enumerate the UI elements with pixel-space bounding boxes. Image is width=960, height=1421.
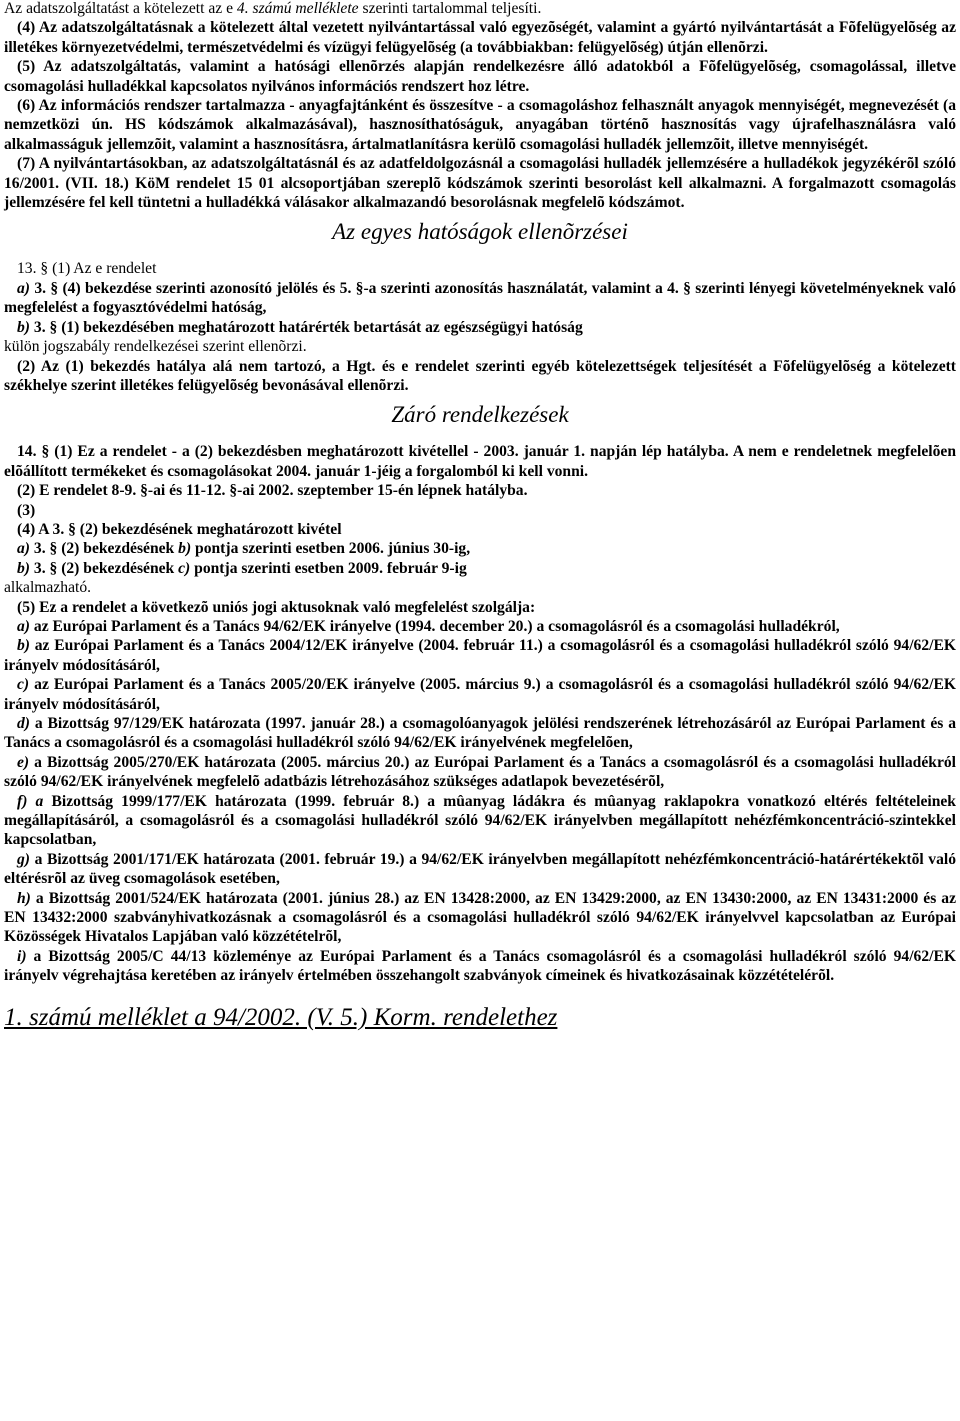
intro-text-end: szerinti tartalommal teljesíti. <box>358 0 542 17</box>
point-text: 3. § (2) bekezdésének <box>30 559 179 577</box>
section-13-tail: külön jogszabály rendelkezései szerint ellenõrzi. <box>4 338 307 356</box>
point-label: i) <box>17 947 27 965</box>
section-13-intro: 13. § (1) Az e rendelet <box>17 260 157 278</box>
point-label: b) <box>17 637 30 655</box>
annex-reference: 4. számú melléklete <box>236 0 359 17</box>
eu-act-f <box>4 792 956 850</box>
paragraph-5: (5) Az adatszolgáltatás, valamint a hatósági ellenõrzés alapján rendelkezésre álló adatokból a Fõfelügyelõség, csomagolással, illetve csomagolási hulladékkal kapcsolatos nyilvános információs rendszert hoz létre. <box>4 58 956 95</box>
section-14-tail: alkalmazható. <box>4 579 92 597</box>
point-label: c) <box>17 676 30 694</box>
point-label: d) <box>17 715 30 732</box>
point-text: 3. § (2) bekezdésének <box>30 540 179 558</box>
section-14-point-a <box>4 539 956 558</box>
section-14-paragraph-2: (2) E rendelet 8-9. §-ai és 11-12. §-ai 2002. szeptember 15-én lépnek hatályba. <box>17 482 528 500</box>
point-text: az Európai Parlament és a Tanács 2004/12/EK irányelve (2004. február 11.) a csomagolásról és a csomagolási hulladékról szóló 94/62/EK irányelv módosításáról, <box>4 637 956 674</box>
point-label: b) <box>17 318 30 336</box>
point-text: a Bizottság 2005/270/EK határozata (2005. március 20.) az Európai Parlament és a Tanács a csomagolásról és a csomagolási hulladékról szóló 94/62/EK irányelvének megfelelõ adatbázis létrehozásához szükséges adatlapok bevezetésérõl, <box>4 753 956 791</box>
section-14-paragraph-5: (5) Ez a rendelet a következõ uniós jogi aktusoknak való megfelelést szolgálja: <box>17 598 536 616</box>
point-label: h) <box>17 889 31 907</box>
eu-act-h <box>4 889 956 947</box>
point-text-end: pontja szerinti esetben 2009. február 9-ig <box>190 559 467 577</box>
section-14-point-b <box>4 559 956 578</box>
point-label: a) <box>17 617 30 635</box>
point-label: b) <box>17 559 30 577</box>
point-text: Bizottság 1999/177/EK határozata (1999. február 8.) a mûanyag ládákra és mûanyag raklapokra vonatkozó eltérés feltételeinek megállapításáról, a csomagolásról és a csomagolási hulladékról szóló 94/62/EK irányelvben megállapított nehézfémkoncentráció-szintekkel kapcsolatban, <box>4 792 956 849</box>
point-text: 3. § (4) bekezdése szerinti azonosító jelölés és 5. §-a szerinti azonosítás használatát, valamint a 4. § szerinti lényegi követelményeknek való megfelelést a fogyasztóvédelmi hatóság, <box>4 279 956 317</box>
eu-act-d <box>4 714 956 753</box>
eu-act-b <box>4 636 956 675</box>
point-text: az Európai Parlament és a Tanács 94/62/EK irányelve (1994. december 20.) a csomagolásról és a csomagolási hulladékról, <box>30 617 840 635</box>
paragraph-4: (4) Az adatszolgáltatásnak a kötelezett által vezetett nyilvántartással való egyezõségét, valamint a gyártó nyilvántartását a Fõfelügyelõség az illetékes környezetvédelmi, természetvédelmi és vízügyi felügyelõség (a továbbiakban: felügyelõség) útján ellenõrzi. <box>4 19 956 56</box>
section-13-point-a <box>4 279 956 318</box>
eu-act-e <box>4 753 956 792</box>
eu-act-c <box>4 675 956 714</box>
point-text: az Európai Parlament és a Tanács 2005/20/EK irányelve (2005. március 9.) a csomagolásról és a csomagolási hulladékról szóló 94/62/EK irányelv módosításáról, <box>4 676 956 713</box>
eu-act-g <box>4 850 956 889</box>
intro-text: Az adatszolgáltatást a kötelezett az e <box>4 0 237 17</box>
section-14-paragraph-3: (3) <box>17 501 36 519</box>
section-heading-authorities: Az egyes hatóságok ellenõrzései <box>332 219 628 245</box>
section-13-paragraph-2: (2) Az (1) bekezdés hatálya alá nem tartozó, a Hgt. és e rendelet szerinti egyéb kötelezettségek teljesítését a Fõfelügyelõség a kötelezett székhelye szerint illetékes felügyelõség bevonásával ellenõrzi. <box>4 357 956 394</box>
sub-point-label: c) <box>178 559 191 577</box>
section-13-point-b <box>4 318 956 337</box>
annex-title: 1. számú melléklet a 94/2002. (V. 5.) Korm. rendelethez <box>4 1003 558 1031</box>
point-label: a) <box>17 279 30 297</box>
eu-act-a <box>4 617 956 636</box>
section-14-paragraph-4: (4) A 3. § (2) bekezdésének meghatározott kivétel <box>17 520 342 538</box>
document-page <box>4 0 956 1033</box>
paragraph-6: (6) Az információs rendszer tartalmazza - anyagfajtánként és összesítve - a csomagoláshoz felhasznált anyagok mennyiségét, megnevezését (a nemzetközi ún. HS kódszámok alkalmazásával), hasznosíthatóságuk, anyagában történõ hasznosítás vagy újrafelhasználásra való alkalmasságuk jellemzõit, valamint a hasznosításra, ártalmatlanításra kerülõ csomagolási hulladék jellemzõit, illetve mennyiségét. <box>4 97 956 153</box>
point-text: a Bizottság 2001/171/EK határozata (2001. február 19.) a 94/62/EK irányelvben megállapított nehézfémkoncentráció-határértékektõl való eltérésrõl az üveg csomagolások esetében, <box>4 850 956 888</box>
point-text-end: pontja szerinti esetben 2006. június 30-ig, <box>191 540 471 558</box>
point-text: a Bizottság 2005/C 44/13 közleménye az Európai Parlament és a Tanács csomagolásról és a csomagolási hulladékról szóló 94/62/EK irányelv végrehajtása keretében az irányelv értelmében összehangolt szabványok címeinek és hivatkozásainak közzétételérõl. <box>4 947 956 985</box>
point-label: e) <box>17 753 30 771</box>
point-text: 3. § (1) bekezdésében meghatározott határérték betartását az egészségügyi hatóság <box>30 318 583 336</box>
intro-sentence <box>4 0 956 18</box>
section-heading-closing: Záró rendelkezések <box>391 402 569 428</box>
point-text: a Bizottság 97/129/EK határozata (1997. január 28.) a csomagolóanyagok jelölési rendszerének létrehozásáról az Európai Parlament és a Tanács a csomagolásról és a csomagolási hulladékról szóló 94/62/EK irányelvének megfelelõen, <box>4 715 956 752</box>
sub-point-label: b) <box>178 540 192 558</box>
point-label: a) <box>17 540 30 558</box>
eu-act-i <box>4 947 956 986</box>
paragraph-7: (7) A nyilvántartásokban, az adatszolgáltatásnál és az adatfeldolgozásnál a csomagolási hulladék jellemzésére a hulladékok jegyzékérõl szóló 16/2001. (VII. 18.) KöM rendelet 15 01 alcsoportjában szereplõ kódszámok szerinti besorolást kell alkalmazni. A forgalmazott csomagolás jellemzésére fel kell tüntetni a hulladékká válásakor alkalmazandó besorolásnak megfelelõ kódszámot. <box>4 155 956 212</box>
point-text: a Bizottság 2001/524/EK határozata (2001. június 28.) az EN 13428:2000, az EN 13429:2000, az EN 13430:2000, az EN 13431:2000 és az EN 13432:2000 szabványhivatkozásnak a csomagolásról és a csomagolási hulladékról szóló 94/62/EK irányelvvel kapcsolatban az Európai Közösségek Hivatalos Lapjában való közzétételrõl, <box>4 889 956 946</box>
section-14-paragraph-1: 14. § (1) Ez a rendelet - a (2) bekezdésben meghatározott kivétellel - 2003. január 1. napján lép hatályba. A nem e rendeletnek megfelelõen elõállított termékeket és csomagolásokat 2004. január 1-jéig a forgalomból ki kell vonni. <box>4 443 956 480</box>
point-label: f) a <box>17 792 44 810</box>
point-label: g) <box>17 850 30 868</box>
